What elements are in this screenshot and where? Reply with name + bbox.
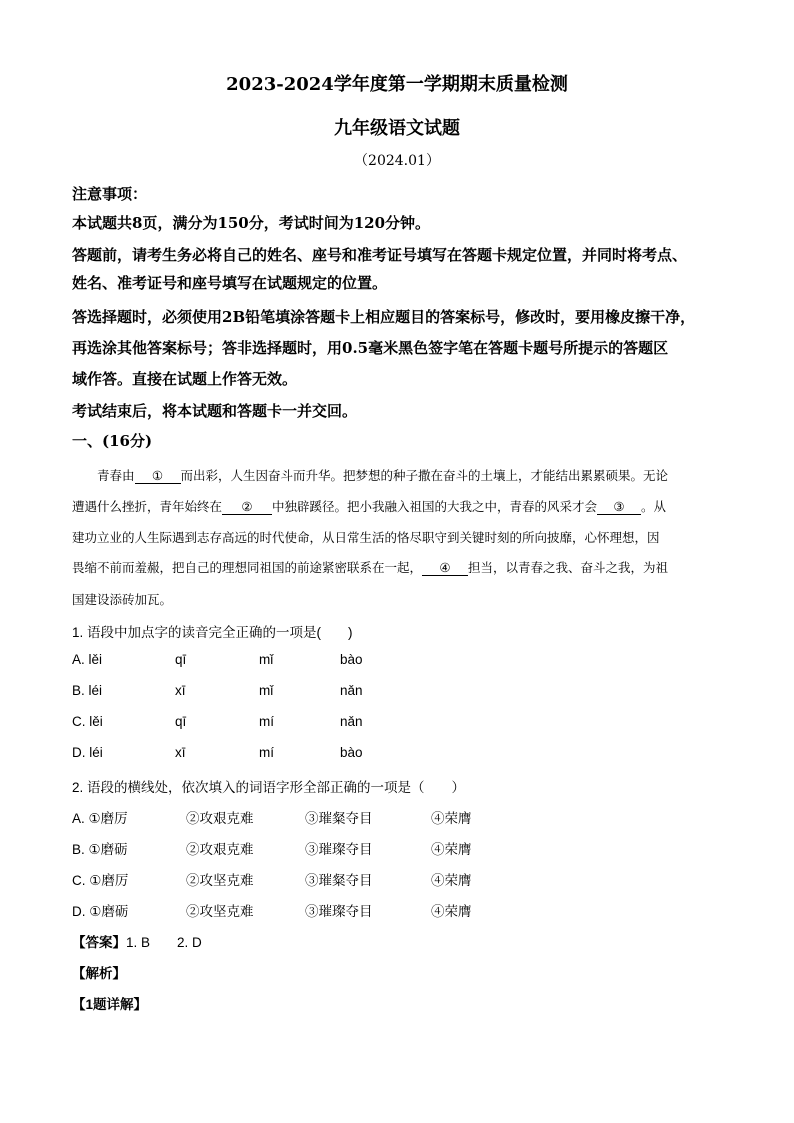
notice-line-2b: 姓名、准考证号和座号填写在试题规定的位置。 [72,274,388,292]
answer-line [72,931,202,951]
q2-option-c-col3: ③璀粲夺目 [305,873,373,888]
passage-line-3: 建功立业的人生际遇到志存高远的时代使命，从日常生活的恪尽职守到关键时刻的所向披靡，心怀理想，因 [72,530,660,545]
passage-text: 而出彩，人生因奋斗而升华。把梦想的种子撒在奋斗的土壤上，才能结出累累硕果。无论 [180,468,669,483]
q1-option-b-col3: mǐ [259,683,274,698]
blank-3: ③ [597,499,641,515]
q2-option-b-col4: ④荣膺 [431,842,472,857]
detail-tag: 【1题详解】 [72,997,148,1012]
q2-option-d-col4: ④荣膺 [431,904,472,919]
passage-text: 中独辟蹊径。把小我融入祖国的大我之中，青春的风采才会 [272,499,598,514]
passage-line-2 [72,497,666,515]
q1-option-a-col4: bào [340,652,363,667]
q2-option-d-col2: ②攻坚克难 [186,904,254,919]
passage-line-1 [97,466,668,484]
answer-text: 1. B 2. D [126,935,202,950]
q1-option-d-col2: xī [175,745,186,760]
question-1-stem: 1. 语段中加点字的读音完全正确的一项是( ) [72,625,353,640]
passage-text: 。从 [641,499,667,514]
q2-option-c-label: C. ①磨厉 [72,873,129,888]
q2-option-b-col2: ②攻艰克难 [186,842,254,857]
analysis-tag: 【解析】 [72,966,126,981]
exam-title: 2023-2024学年度第一学期期末质量检测 [226,74,568,95]
blank-2: ② [222,499,272,515]
q1-option-c-col4: nǎn [340,714,363,729]
exam-subtitle: 九年级语文试题 [334,118,460,139]
notice-line-1: 本试题共8页，满分为150分，考试时间为120分钟。 [72,214,431,232]
notice-line-3a: 答选择题时，必须使用2B铅笔填涂答题卡上相应题目的答案标号，修改时，要用橡皮擦干净， [72,308,696,326]
passage-text: 遭遇什么挫折，青年始终在 [72,499,223,514]
passage-line-5: 国建设添砖加瓦。 [72,592,173,607]
passage-text: 畏缩不前而羞赧，把自己的理想同祖国的前途紧密联系在一起， [72,560,423,575]
q2-option-d-col3: ③璀璨夺目 [305,904,373,919]
passage-line-4 [72,558,668,576]
notice-line-2a: 答题前，请考生务必将自己的姓名、座号和准考证号填写在答题卡规定位置，并同时将考点、 [72,246,688,264]
q1-option-c-label: C. lěi [72,714,103,729]
notice-heading: 注意事项： [72,185,148,203]
q1-option-d-col4: bào [340,745,363,760]
q1-option-d-label: D. léi [72,745,103,760]
q2-option-b-label: B. ①磨砺 [72,842,128,857]
q1-option-b-col2: xī [175,683,186,698]
passage-text: 担当，以青春之我、奋斗之我，为祖 [468,560,669,575]
question-2-stem: 2. 语段的横线处，依次填入的词语字形全部正确的一项是（ ） [72,780,466,795]
section-1-heading: 一、(16分) [72,432,153,450]
q2-option-a-col3: ③璀粲夺目 [305,811,373,826]
answer-tag: 【答案】 [72,935,126,950]
q1-option-a-label: A. lěi [72,652,103,667]
passage-text: 青春由 [97,468,135,483]
q2-option-a-col2: ②攻艰克难 [186,811,254,826]
notice-line-4: 考试结束后，将本试题和答题卡一并交回。 [72,402,358,420]
notice-line-3b: 再选涂其他答案标号；答非选择题时，用0.5毫米黑色签字笔在答题卡题号所提示的答题区 [72,339,669,357]
q2-option-b-col3: ③璀璨夺目 [305,842,373,857]
blank-1: ① [135,468,181,484]
q1-option-a-col2: qī [175,652,187,667]
q1-option-a-col3: mǐ [259,652,274,667]
q1-option-d-col3: mí [259,745,274,760]
q1-option-b-col4: nǎn [340,683,363,698]
q2-option-c-col2: ②攻坚克难 [186,873,254,888]
notice-line-3c: 域作答。直接在试题上作答无效。 [72,370,298,388]
exam-date: （2024.01） [354,153,440,169]
q2-option-a-label: A. ①磨厉 [72,811,128,826]
blank-4: ④ [422,560,468,576]
q2-option-c-col4: ④荣膺 [431,873,472,888]
q1-option-c-col3: mí [259,714,274,729]
q2-option-d-label: D. ①磨砺 [72,904,129,919]
q1-option-b-label: B. léi [72,683,103,698]
q2-option-a-col4: ④荣膺 [431,811,472,826]
q1-option-c-col2: qī [175,714,187,729]
